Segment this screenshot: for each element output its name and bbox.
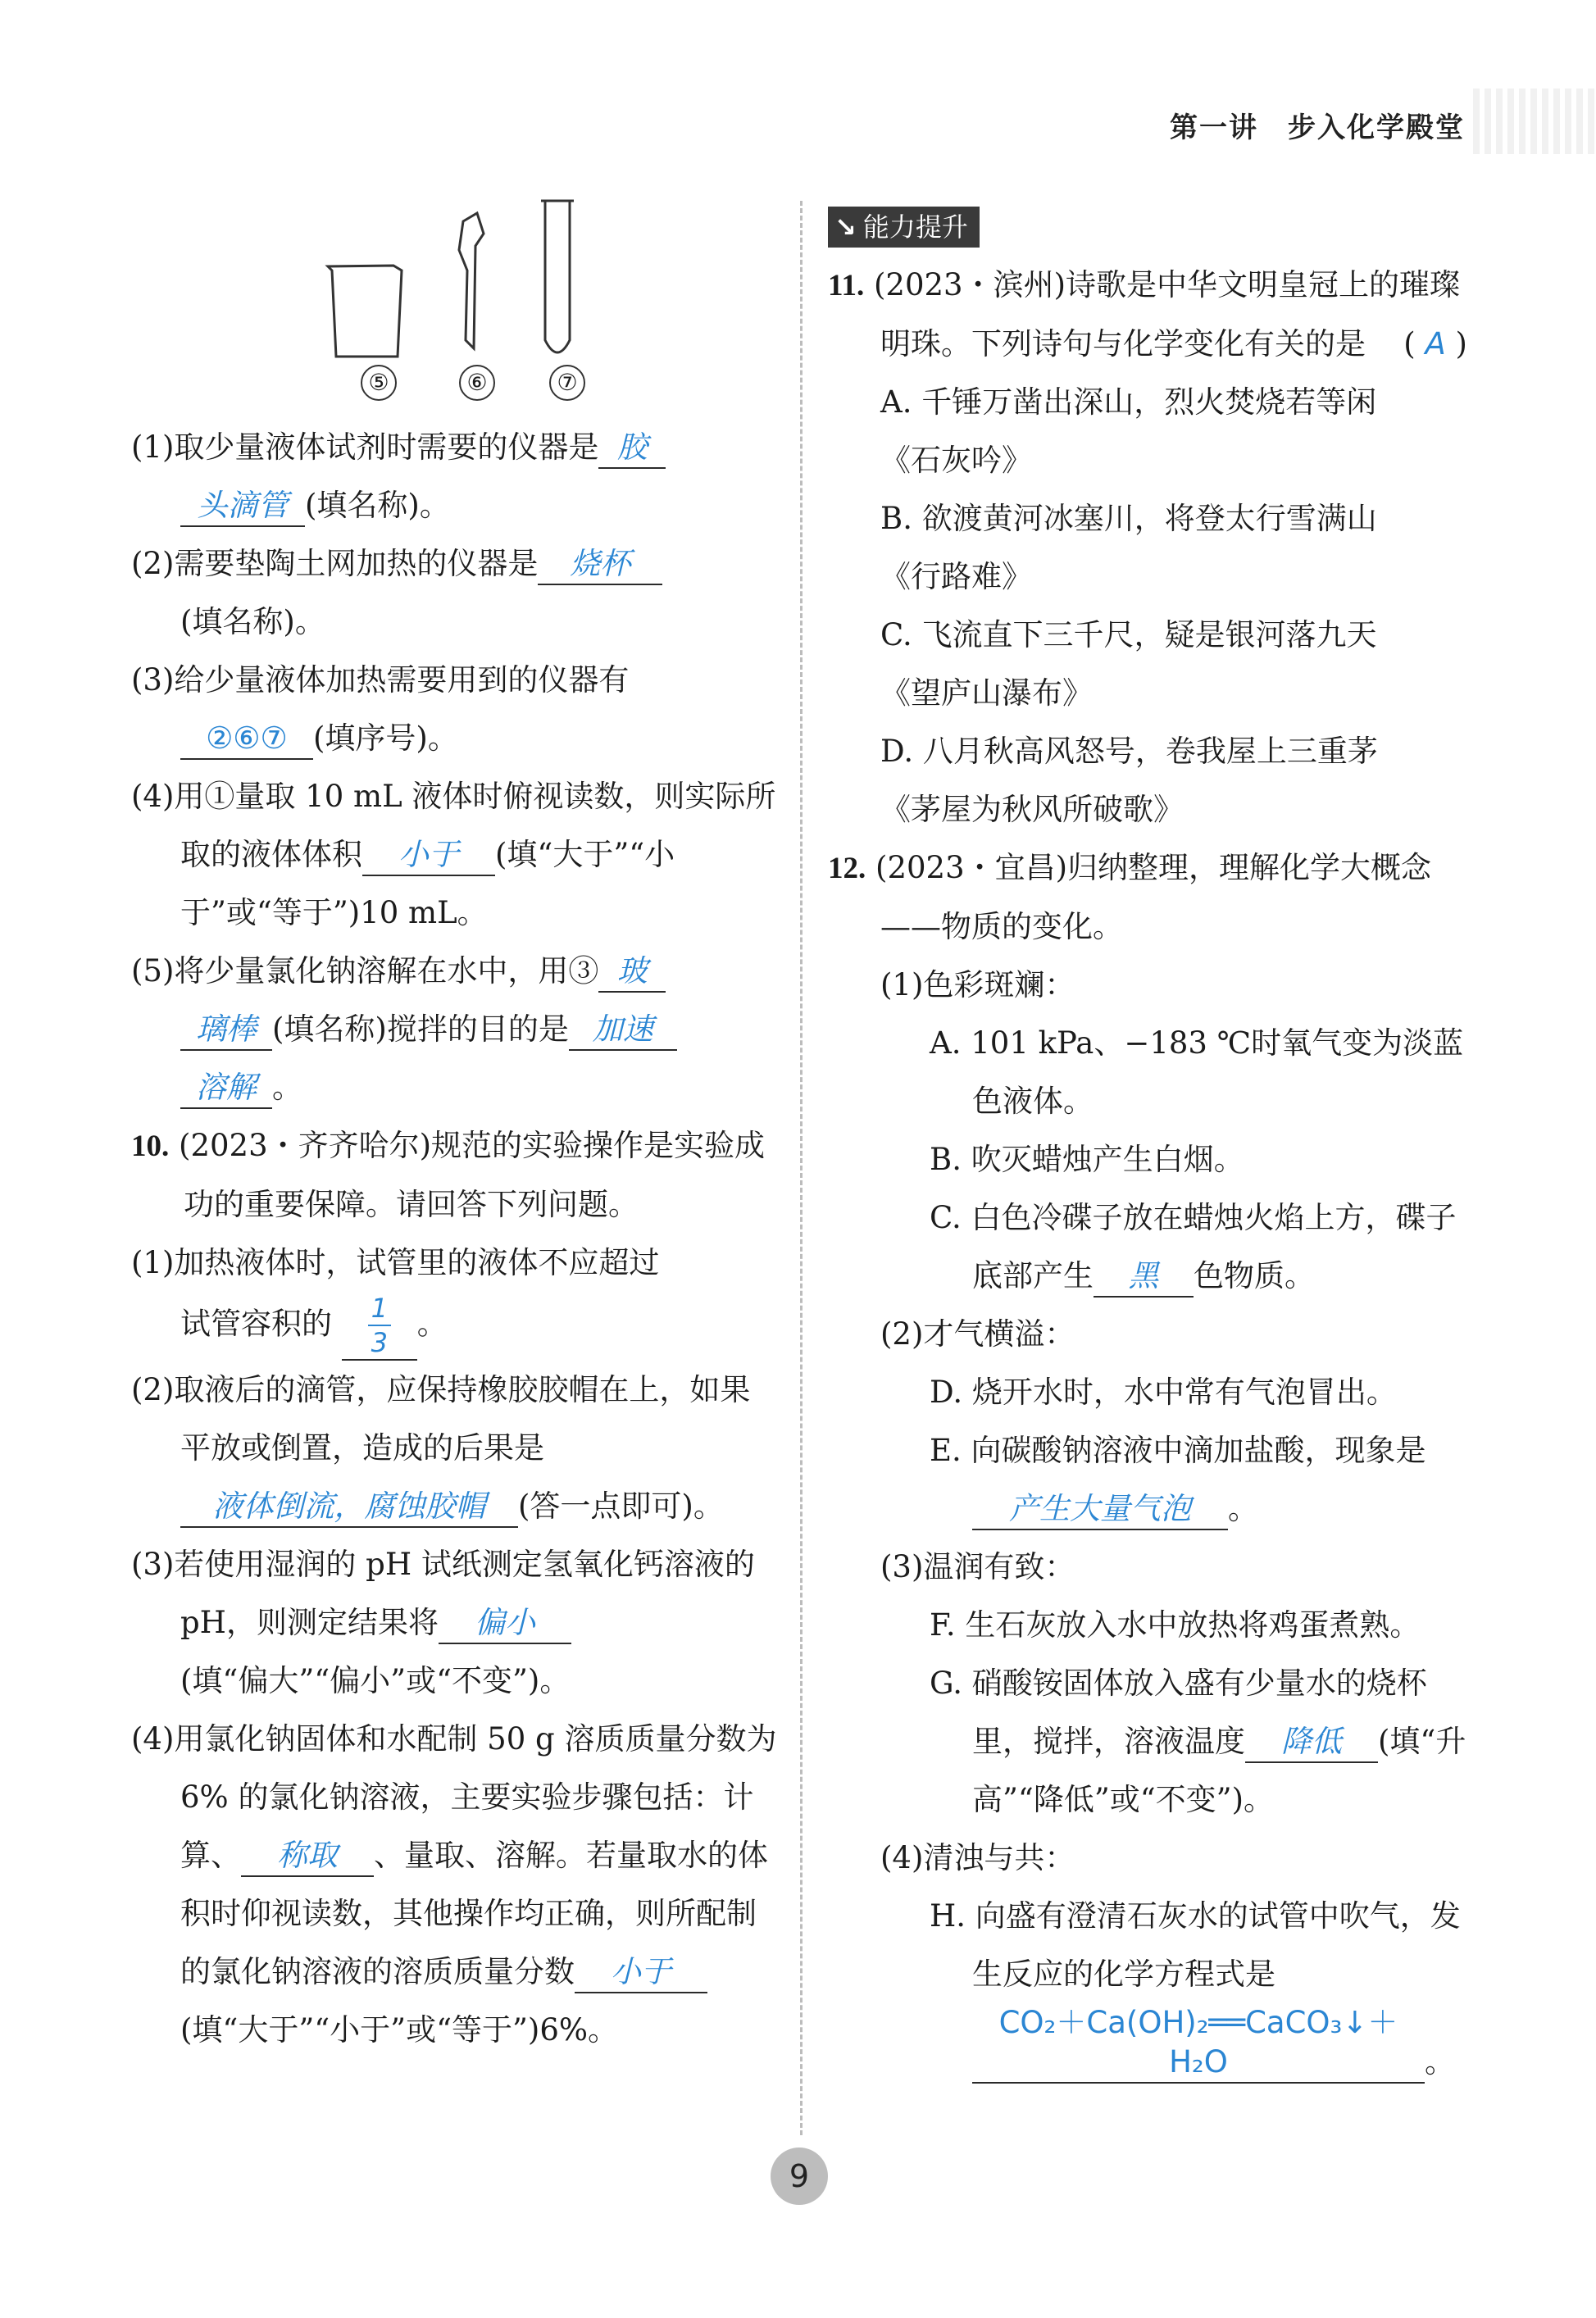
q9-sub-2	[131, 534, 779, 651]
left-column	[131, 197, 779, 2059]
q9-s5-mid: (填名称)搅拌的目的是	[272, 1011, 569, 1047]
q12-item-f: F. 生石灰放入水中放热将鸡蛋煮熟。	[930, 1607, 1421, 1643]
option-source: 《茅屋为秋风所破歌》	[880, 792, 1184, 827]
q9-s5-answer-c: 加速	[569, 1010, 677, 1051]
q10-sub-3	[131, 1535, 779, 1710]
q9-s2-post: (填名称)。	[180, 604, 325, 639]
q12-item-d: D. 烧开水时，水中常有气泡冒出。	[930, 1375, 1397, 1410]
q9-s2-answer: 烧杯	[538, 544, 662, 585]
q12-h-answer: CO₂＋Ca(OH)₂══CaCO₃↓＋H₂O	[972, 2003, 1425, 2084]
q9-s3-post: (填序号)。	[313, 720, 458, 756]
q10-s1-text2: 试管容积的	[180, 1306, 332, 1342]
fraction	[368, 1292, 391, 1359]
q12-c-text: C. 白色冷碟子放在蜡烛火焰上方，碟子底部产生	[930, 1200, 1457, 1293]
fraction-denominator: 3	[371, 1327, 388, 1358]
q12-item-c	[930, 1189, 1467, 1305]
q12-e-post: 。	[1228, 1491, 1258, 1526]
q10-s3-post: (填“偏大”“偏小”或“不变”)。	[180, 1663, 571, 1698]
q12-item-h	[930, 1887, 1467, 2091]
q10-s3-answer: 偏小	[439, 1603, 571, 1644]
q12-e-answer: 产生大量气泡	[972, 1489, 1228, 1530]
q9-s5-answer-d: 溶解	[180, 1068, 272, 1109]
header-decoration	[1473, 89, 1596, 154]
q10-number: 10.	[131, 1129, 170, 1163]
q10-s2-post: (答一点即可)。	[518, 1489, 724, 1524]
q12-part-2: (2)才气横溢：	[880, 1316, 1075, 1352]
q12-item-b: B. 吹灭蜡烛产生白烟。	[930, 1142, 1244, 1177]
q9-s5-post: 。	[272, 1070, 302, 1105]
q9-s1-answer-a: 胶	[598, 428, 666, 469]
q11-number: 11.	[828, 269, 865, 302]
instruments-drawing	[295, 197, 623, 369]
option-text: B. 欲渡黄河冰塞川，将登太行雪满山	[880, 501, 1377, 536]
option-source: 《行路难》	[880, 559, 1032, 594]
figure-label-5: ⑤	[361, 365, 397, 401]
q10-s4-text: (4)用氯化钠固体和水配制 50 g 溶质质量分数为 6% 的氯化钠溶液，主要实验步骤包括：计算、	[131, 1721, 777, 1873]
q10-s2-answer: 液体倒流，腐蚀胶帽	[180, 1487, 518, 1528]
q9-s4-answer: 小于	[362, 835, 495, 876]
q12-number: 12.	[828, 852, 866, 885]
q12-g-text: G. 硝酸铵固体放入盛有少量水的烧杯里，搅拌，溶液温度	[930, 1666, 1427, 1759]
q10-s4-post: (填“大于”“小于”或“等于”)6%。	[180, 2012, 619, 2048]
option-source: 《石灰吟》	[880, 443, 1032, 478]
q12-item-e	[930, 1421, 1467, 1538]
q11-answer-bracket: ( A )	[1403, 326, 1467, 361]
q9-s4-post: (填“大于”“小于”或“等于”)10 mL。	[180, 837, 675, 930]
q11-stem-text: (2023・滨州)诗歌是中华文明皇冠上的璀璨明珠。下列诗句与化学变化有关的是	[873, 267, 1461, 361]
q12-stem-text: (2023・宜昌)归纳整理，理解化学大概念——物质的变化。	[875, 850, 1432, 944]
q9-s1-text: (1)取少量液体试剂时需要的仪器是	[131, 430, 599, 465]
q10-sub-2	[131, 1361, 779, 1535]
q12-g-post: (填“升高”“降低”或“不变”)。	[972, 1724, 1466, 1817]
q12-item-a: A. 101 kPa、−183 ℃时氧气变为淡蓝色液体。	[930, 1025, 1464, 1119]
column-divider	[800, 201, 803, 2135]
option-source: 《望庐山瀑布》	[880, 675, 1093, 711]
q12-e-text: E. 向碳酸钠溶液中滴加盐酸，现象是	[930, 1433, 1426, 1468]
q11-option-c	[880, 606, 1467, 722]
q10-sub-4	[131, 1710, 779, 2059]
section-label: 能力提升	[862, 211, 968, 243]
q12-part-1: (1)色彩斑斓：	[880, 967, 1075, 1002]
q12-part-3: (3)温润有致：	[880, 1549, 1075, 1584]
q12-h-text: H. 向盛有澄清石灰水的试管中吹气，发生反应的化学方程式是	[930, 1898, 1461, 1992]
right-column	[828, 197, 1467, 2091]
q9-s1-answer-b: 头滴管	[180, 486, 305, 527]
lab-instruments-figure	[295, 197, 779, 418]
option-text: D. 八月秋高风怒号，卷我屋上三重茅	[880, 734, 1378, 769]
q12-item-g	[930, 1654, 1467, 1829]
q10-s3-text: (3)若使用湿润的 pH 试纸测定氢氧化钙溶液的 pH，则测定结果将	[131, 1547, 755, 1640]
q9-s5-answer-b: 璃棒	[180, 1010, 272, 1051]
q11-option-b	[880, 489, 1467, 606]
q10-s4-answer-a: 称取	[241, 1836, 374, 1877]
beaker-shape	[328, 266, 402, 357]
option-text: C. 飞流直下三千尺，疑是银河落九天	[880, 617, 1377, 652]
q12-stem	[828, 839, 1467, 956]
q10-s2-text: (2)取液后的滴管，应保持橡胶胶帽在上，如果平放或倒置，造成的后果是	[131, 1372, 751, 1466]
test-tube-shape	[545, 201, 570, 352]
page-number: 9	[771, 2148, 828, 2205]
q9-s4-text: (4)用①量取 10 mL 液体时俯视读数，则实际所取的液体体积	[131, 779, 776, 872]
q10-s1-post: 。	[416, 1306, 448, 1342]
q11-options	[880, 373, 1467, 839]
q10-sub-1	[131, 1234, 779, 1361]
q11-option-d	[880, 722, 1467, 839]
q12-part-4: (4)清浊与共：	[880, 1840, 1075, 1875]
q10-stem	[49, 1116, 779, 1234]
q9-sub-5	[131, 942, 779, 1116]
q10-s1-text: (1)加热液体时，试管里的液体不应超过	[131, 1245, 660, 1280]
q12-c-post: 色物质。	[1194, 1258, 1315, 1293]
q9-s2-text: (2)需要垫陶土网加热的仪器是	[131, 546, 539, 581]
fraction-numerator: 1	[368, 1292, 391, 1326]
q9-sub-3	[131, 651, 779, 767]
q11-option-a	[880, 373, 1467, 489]
q9-sub-4	[131, 767, 779, 942]
q9-s5-text: (5)将少量氯化钠溶解在水中，用③	[131, 953, 599, 989]
q12-g-answer: 降低	[1245, 1722, 1378, 1763]
q9-s5-answer-a: 玻	[598, 952, 666, 993]
q9-s3-text: (3)给少量液体加热需要用到的仪器有	[131, 662, 630, 698]
q10-s4-answer-b: 小于	[575, 1952, 707, 1993]
figure-label-7: ⑦	[549, 365, 585, 401]
section-badge	[828, 207, 980, 248]
figure-label-6: ⑥	[459, 365, 495, 401]
q10-s1-answer	[342, 1292, 417, 1361]
q10-stem-text: (2023・齐齐哈尔)规范的实验操作是实验成功的重要保障。请回答下列问题。	[179, 1128, 766, 1222]
arrow-down-right-icon: ↘	[834, 211, 857, 243]
q9-s1-post: (填名称)。	[305, 488, 450, 523]
spatula-shape	[459, 213, 484, 348]
q10-s4-mid: 、量取、溶解。若量取水的体积时仰视读数，其他操作均正确，则所配制的氯化钠溶液的溶质质量分数	[180, 1838, 768, 1989]
q11-stem	[828, 256, 1467, 373]
option-text: A. 千锤万凿出深山，烈火焚烧若等闲	[880, 384, 1377, 420]
page-header: 第一讲 步入化学殿堂	[1170, 111, 1465, 144]
q11-answer: A	[1425, 326, 1446, 361]
q12-h-post: 。	[1425, 2044, 1455, 2079]
q9-s3-answer: ②⑥⑦	[180, 719, 313, 760]
q12-c-answer: 黑	[1094, 1257, 1194, 1298]
q9-sub-1	[131, 418, 779, 534]
